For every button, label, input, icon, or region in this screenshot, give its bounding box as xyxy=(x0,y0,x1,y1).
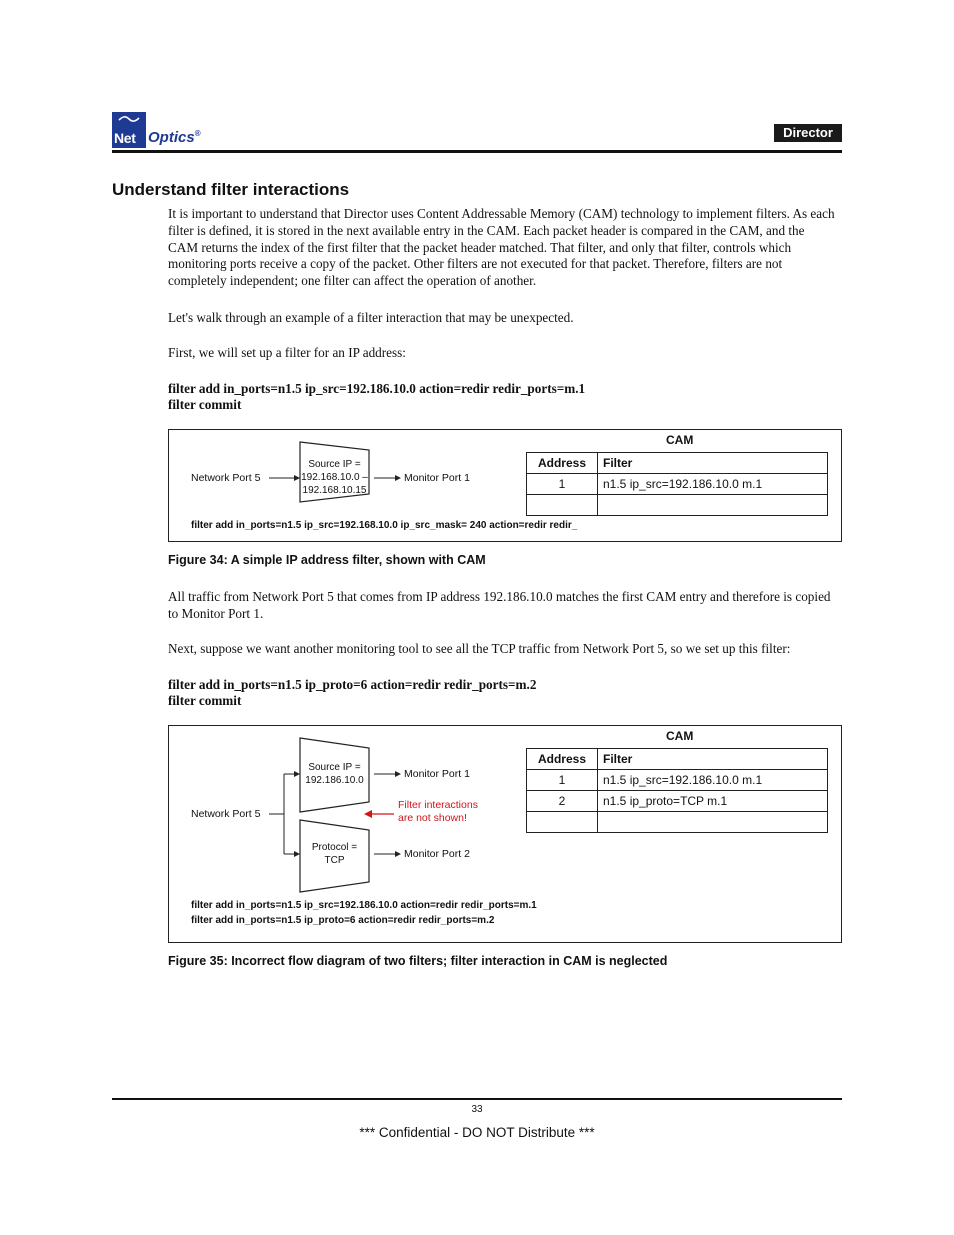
product-badge: Director xyxy=(774,124,842,142)
network-port-label: Network Port 5 xyxy=(191,808,261,820)
command-line: filter add in_ports=n1.5 ip_src=192.186.10.0 action=redir redir_ports=m.1 xyxy=(168,381,586,396)
filter-label: Source IP = 192.168.10.0 – 192.168.10.15 xyxy=(301,459,368,496)
table-row xyxy=(527,791,828,812)
address-cell xyxy=(527,495,598,516)
cam-header-row xyxy=(527,749,828,770)
command-line: filter commit xyxy=(168,693,242,708)
wave-icon xyxy=(118,115,140,123)
protocol-filter-label: Protocol = TCP xyxy=(311,842,358,866)
cam-table xyxy=(526,452,828,516)
source-filter-label: Source IP = 192.186.10.0 xyxy=(305,762,364,786)
filter-interaction-note: Filter interactions are not shown! xyxy=(398,799,478,824)
walkthrough-paragraph: Let's walk through an example of a filter interaction that may be unexpected. xyxy=(168,310,574,325)
intro-paragraph: It is important to understand that Director uses Content Addressable Memory (CAM) technology to implement filters. As each filter is defined, it is stored in the next available entry in the CAM. Each packet header is compared in the CAM, and the CAM returns the index of the first filter that the packet header matched. That filter, and only that filter, controls which monitoring ports receive a copy of the packet. Other filters are not executed for that packet. Therefore, filters are not completely independent; one filter can affect the operation of another. xyxy=(168,206,835,289)
address-cell xyxy=(527,812,598,833)
command-line: filter add in_ports=n1.5 ip_proto=6 action=redir redir_ports=m.2 xyxy=(168,677,537,692)
second-filter-paragraph: Next, suppose we want another monitoring tool to see all the TCP traffic from Network Port 5, so we set up this filter: xyxy=(168,641,791,656)
monitor-port-label: Monitor Port 1 xyxy=(404,472,470,484)
first-filter-paragraph: First, we will set up a filter for an IP address: xyxy=(168,345,406,360)
logo-mark xyxy=(112,112,146,148)
filter-cell: n1.5 ip_proto=TCP m.1 xyxy=(598,791,828,812)
network-port-label: Network Port 5 xyxy=(191,472,261,484)
filter-cell xyxy=(598,812,828,833)
footer-rule xyxy=(112,1098,842,1100)
command-block-2 xyxy=(168,677,536,709)
cam-table xyxy=(526,748,828,833)
command-block-1 xyxy=(168,381,585,413)
address-header: Address xyxy=(527,453,598,474)
table-row xyxy=(527,770,828,791)
header-rule xyxy=(112,150,842,153)
address-header: Address xyxy=(527,749,598,770)
filter-cell: n1.5 ip_src=192.186.10.0 m.1 xyxy=(598,770,828,791)
address-cell: 1 xyxy=(527,474,598,495)
logo-optics-text: Optics® xyxy=(148,129,201,146)
monitor-port-2-label: Monitor Port 2 xyxy=(404,848,470,860)
netoptics-logo xyxy=(112,112,206,148)
figure-35 xyxy=(168,725,842,943)
figure-34-caption: Figure 34: A simple IP address filter, shown with CAM xyxy=(168,553,486,567)
address-cell: 2 xyxy=(527,791,598,812)
monitor-port-1-label: Monitor Port 1 xyxy=(404,768,470,780)
result-paragraph: All traffic from Network Port 5 that comes from IP address 192.186.10.0 matches the first CAM entry and therefore is copied to Monitor Port 1. xyxy=(168,589,831,621)
filter-cell: n1.5 ip_src=192.186.10.0 m.1 xyxy=(598,474,828,495)
table-row xyxy=(527,812,828,833)
figure-35-caption: Figure 35: Incorrect flow diagram of two filters; filter interaction in CAM is neglected xyxy=(168,954,668,968)
cam-title: CAM xyxy=(666,729,694,743)
figure-34 xyxy=(168,429,842,542)
section-title: Understand filter interactions xyxy=(112,180,350,199)
figure-command-2: filter add in_ports=n1.5 ip_proto=6 action=redir redir_ports=m.2 xyxy=(191,915,495,926)
figure-command-1: filter add in_ports=n1.5 ip_src=192.186.10.0 action=redir redir_ports=m.1 xyxy=(191,900,537,911)
page-number: 33 xyxy=(471,1104,483,1115)
table-row xyxy=(527,495,828,516)
filter-cell xyxy=(598,495,828,516)
address-cell: 1 xyxy=(527,770,598,791)
cam-header-row xyxy=(527,453,828,474)
table-row xyxy=(527,474,828,495)
confidential-notice: *** Confidential - DO NOT Distribute *** xyxy=(359,1125,595,1140)
filter-header: Filter xyxy=(598,453,828,474)
command-line: filter commit xyxy=(168,397,242,412)
cam-title: CAM xyxy=(666,433,694,447)
logo-net-text: Net xyxy=(114,130,136,146)
filter-header: Filter xyxy=(598,749,828,770)
figure-command: filter add in_ports=n1.5 ip_src=192.168.10.0 ip_src_mask= 240 action=redir redir_ xyxy=(191,520,578,531)
